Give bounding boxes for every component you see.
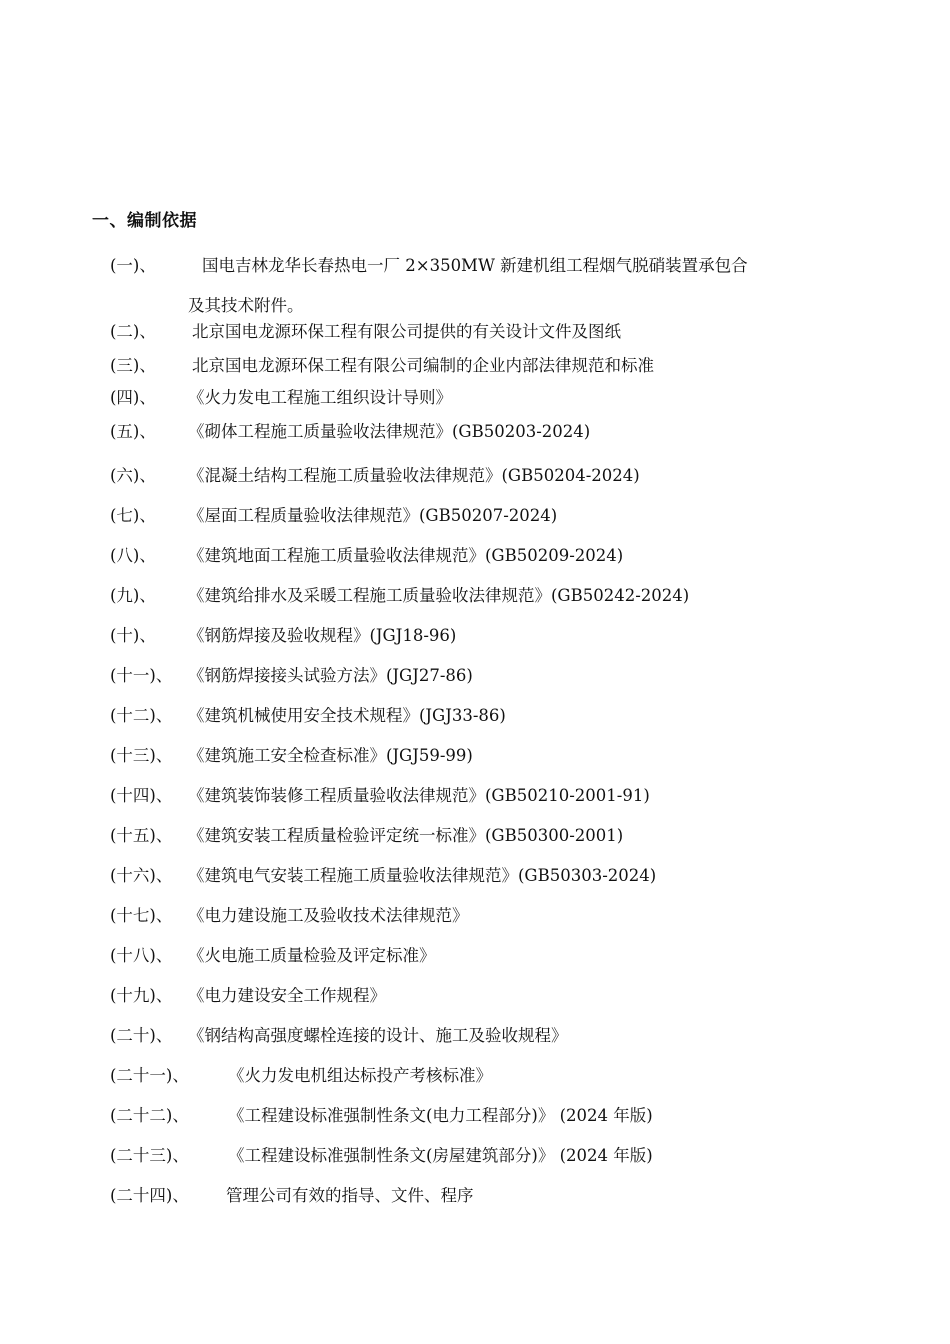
list-item (110, 664, 473, 688)
item-number: (三)、 (110, 356, 156, 375)
item-number: (一)、 (110, 256, 156, 275)
list-item (110, 904, 469, 928)
list-item (110, 624, 457, 648)
item-text: 《建筑地面工程施工质量验收法律规范》(GB50209-2024) (188, 546, 624, 565)
item-text: 《建筑机械使用安全技术规程》(JGJ33-86) (188, 706, 506, 725)
item-text: 管理公司有效的指导、文件、程序 (226, 1186, 474, 1205)
list-item (110, 504, 558, 528)
item-text: 《电力建设安全工作规程》 (188, 986, 386, 1005)
list-item (110, 584, 690, 608)
item-number: (十)、 (110, 626, 156, 645)
item-number: (八)、 (110, 546, 156, 565)
list-item (110, 464, 640, 488)
item-number: (十四)、 (110, 786, 173, 805)
item-number: (十八)、 (110, 946, 173, 965)
list-item (110, 984, 386, 1008)
item-number: (二十一)、 (110, 1066, 189, 1085)
item-text: 《混凝土结构工程施工质量验收法律规范》(GB50204-2024) (188, 466, 640, 485)
item-text: 《电力建设施工及验收技术法律规范》 (188, 906, 469, 925)
item-text: 《钢筋焊接及验收规程》(JGJ18-96) (188, 626, 457, 645)
item-number: (四)、 (110, 388, 156, 407)
item-text: 《钢结构高强度螺栓连接的设计、施工及验收规程》 (188, 1026, 568, 1045)
list-item (110, 864, 657, 888)
item-text: 《建筑安装工程质量检验评定统一标准》(GB50300-2001) (188, 826, 624, 845)
item-number: (二十二)、 (110, 1106, 189, 1125)
list-item (110, 704, 506, 728)
item-text: 《建筑电气安装工程施工质量验收法律规范》(GB50303-2024) (188, 866, 657, 885)
item-number: (六)、 (110, 466, 156, 485)
list-item (110, 824, 624, 848)
item-number: (二十)、 (110, 1026, 173, 1045)
list-item (110, 1104, 653, 1128)
item-text: 《屋面工程质量验收法律规范》(GB50207-2024) (188, 506, 558, 525)
item-number: (十九)、 (110, 986, 173, 1005)
item-text: 《建筑给排水及采暖工程施工质量验收法律规范》(GB50242-2024) (188, 586, 690, 605)
item-text: 《工程建设标准强制性条文(电力工程部分)》 (2024 年版) (228, 1106, 653, 1125)
item-text: 国电吉林龙华长春热电一厂 2×350MW 新建机组工程烟气脱硝装置承包合 (202, 256, 748, 275)
item-number: (五)、 (110, 422, 156, 441)
item-text: 《建筑施工安全检查标准》(JGJ59-99) (188, 746, 473, 765)
item-text: 《工程建设标准强制性条文(房屋建筑部分)》 (2024 年版) (228, 1146, 653, 1165)
item-number: (二十四)、 (110, 1186, 189, 1205)
list-item (110, 420, 591, 444)
item-number: (十六)、 (110, 866, 173, 885)
list-item (110, 354, 654, 378)
item-text: 《火电施工质量检验及评定标准》 (188, 946, 436, 965)
item-number: (七)、 (110, 506, 156, 525)
list-item (110, 386, 452, 410)
item-number: (十一)、 (110, 666, 173, 685)
item-text: 《建筑装饰装修工程质量验收法律规范》(GB50210-2001-91) (188, 786, 650, 805)
item-number: (十二)、 (110, 706, 173, 725)
item-number: (十七)、 (110, 906, 173, 925)
list-item (110, 544, 624, 568)
item-number: (二)、 (110, 322, 156, 341)
item-text: 《砌体工程施工质量验收法律规范》(GB50203-2024) (188, 422, 591, 441)
list-item (110, 254, 748, 278)
item-text: 《火力发电机组达标投产考核标准》 (228, 1066, 492, 1085)
item-continuation: 及其技术附件。 (188, 296, 304, 315)
item-text: 《钢筋焊接接头试验方法》(JGJ27-86) (188, 666, 473, 685)
list-item (110, 944, 436, 968)
item-number: (十三)、 (110, 746, 173, 765)
item-number: (九)、 (110, 586, 156, 605)
list-item (110, 1064, 492, 1088)
item-text: 北京国电龙源环保工程有限公司提供的有关设计文件及图纸 (192, 322, 621, 341)
list-item (110, 1024, 568, 1048)
section-heading: 一、编制依据 (92, 211, 197, 231)
list-item (110, 1184, 474, 1208)
list-item (110, 744, 473, 768)
item-text: 北京国电龙源环保工程有限公司编制的企业内部法律规范和标准 (192, 356, 654, 375)
list-item (110, 320, 621, 344)
list-item (110, 1144, 653, 1168)
item-text: 《火力发电工程施工组织设计导则》 (188, 388, 452, 407)
item-number: (十五)、 (110, 826, 173, 845)
list-item (110, 784, 650, 808)
item-number: (二十三)、 (110, 1146, 189, 1165)
